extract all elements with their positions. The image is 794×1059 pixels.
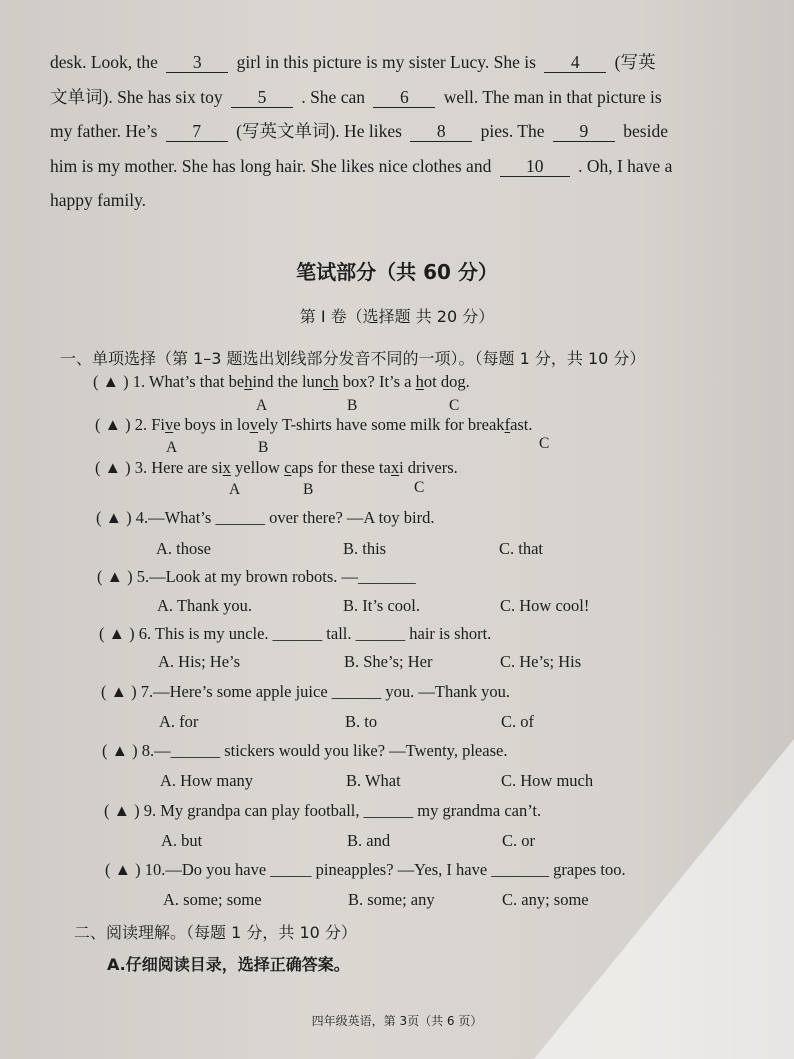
- underlined-letters: x: [222, 458, 231, 477]
- question-text: e boys in lo: [173, 415, 250, 434]
- passage-line-2: [50, 80, 750, 115]
- question-2: [95, 415, 533, 435]
- options-7: [0, 712, 794, 734]
- option-c: C. of: [501, 712, 534, 731]
- options-9: [0, 831, 794, 853]
- answer-mark: ( ▲ ): [102, 741, 138, 760]
- passage-text: (写英: [614, 52, 656, 72]
- passage-text: my father. He’s: [50, 121, 158, 141]
- passage-text: . She can: [301, 86, 365, 107]
- choice-label-b: B: [303, 481, 314, 498]
- choice-label-a: A: [256, 397, 268, 414]
- part2-a-instruction: A.仔细阅读目录，选择正确答案。: [107, 955, 350, 974]
- choice-label-a: A: [229, 481, 241, 498]
- option-c: C. How cool!: [500, 596, 590, 615]
- question-text: box? It’s a: [338, 372, 416, 391]
- question-text: 2. Fi: [134, 415, 165, 434]
- answer-mark: ( ▲ ): [101, 682, 137, 701]
- choice-label-c: C: [414, 479, 425, 496]
- question-text: i drivers.: [399, 458, 458, 477]
- option-a: A. How many: [160, 771, 254, 790]
- question-5: [97, 567, 416, 587]
- passage-text: desk. Look, the: [50, 52, 158, 72]
- option-a: A. those: [156, 539, 211, 558]
- question-text: ely T-shirts have some milk for break: [258, 415, 505, 434]
- question-8: [102, 741, 507, 761]
- option-c: C. any; some: [502, 890, 589, 909]
- question-text: ot dog.: [423, 372, 470, 391]
- options-6: [0, 652, 794, 674]
- underlined-letters: h: [415, 372, 424, 391]
- passage-text: beside: [623, 121, 668, 141]
- option-b: B. some; any: [348, 890, 435, 909]
- underlined-letters: ch: [323, 372, 339, 391]
- question-9: [104, 801, 541, 821]
- blank-5: 5: [231, 87, 293, 108]
- passage-text: . Oh, I have a: [578, 155, 673, 176]
- blank-9: 9: [553, 121, 615, 142]
- blank-7: 7: [166, 121, 228, 142]
- answer-mark: ( ▲ ): [99, 624, 135, 643]
- question-text: 7.—Here’s some apple juice ______ you. —Thank you.: [140, 682, 511, 701]
- underlined-letters: v: [249, 415, 259, 434]
- option-b: B. and: [347, 831, 391, 850]
- underlined-letters: f: [504, 415, 511, 434]
- passage-text: girl in this picture is my sister Lucy. She is: [236, 52, 536, 72]
- question-text: 9. My grandpa can play football, ______ my grandma can’t.: [143, 801, 542, 820]
- option-a: A. His; He’s: [158, 652, 241, 671]
- options-4: [0, 539, 794, 561]
- answer-mark: ( ▲ ): [104, 801, 140, 820]
- question-text: yellow: [230, 458, 285, 477]
- question-text: 5.—Look at my brown robots. —_______: [136, 567, 416, 586]
- options-10: [0, 890, 794, 912]
- answer-mark: ( ▲ ): [93, 372, 129, 391]
- option-b: B. She’s; Her: [344, 652, 433, 671]
- answer-mark: ( ▲ ): [105, 860, 141, 879]
- page-footer: 四年级英语，第 3页（共 6 页）: [311, 1014, 483, 1028]
- question-text: ast.: [510, 415, 533, 434]
- question-text: 1. What’s that be: [132, 372, 245, 391]
- question-text: 8.—______ stickers would you like? —Twenty, please.: [141, 741, 508, 760]
- question-text: 10.—Do you have _____ pineapples? —Yes, I have _______ grapes too.: [144, 860, 626, 879]
- passage-text: 文单词). She has six toy: [50, 86, 223, 107]
- choice-label-b: B: [347, 397, 358, 414]
- option-b: B. It’s cool.: [343, 596, 420, 615]
- passage-text: him is my mother. She has long hair. She likes nice clothes and: [50, 155, 492, 176]
- answer-mark: ( ▲ ): [95, 415, 131, 434]
- part1-heading: 一、单项选择（第 1–3 题选出划线部分发音不同的一项）。（每题 1 分，共 10 分）: [60, 349, 646, 368]
- blank-6: 6: [373, 87, 435, 108]
- blank-8: 8: [410, 121, 472, 142]
- underlined-letters: h: [244, 372, 253, 391]
- cloze-passage: [50, 45, 750, 218]
- question-text: 4.—What’s ______ over there? —A toy bird.: [135, 508, 435, 527]
- passage-line-4: [50, 149, 750, 184]
- question-text: ind the lun: [252, 372, 324, 391]
- passage-line-5: happy family.: [50, 190, 147, 210]
- option-c: C. that: [499, 539, 543, 558]
- passage-text: (写英文单词). He likes: [236, 121, 402, 141]
- blank-4: 4: [544, 52, 606, 73]
- option-a: A. Thank you.: [157, 596, 253, 615]
- question-10: [105, 860, 626, 880]
- blank-10: 10: [500, 156, 570, 177]
- sub-title: 第 I 卷（选择题 共 20 分）: [299, 307, 495, 326]
- question-7: [101, 682, 510, 702]
- answer-mark: ( ▲ ): [96, 508, 132, 527]
- part2-heading: 二、阅读理解。（每题 1 分，共 10 分）: [74, 923, 357, 942]
- option-b: B. to: [345, 712, 378, 731]
- choice-label-c: C: [539, 435, 550, 452]
- option-b: B. What: [346, 771, 401, 790]
- passage-text: well. The man in that picture is: [443, 86, 662, 107]
- question-1: [93, 372, 470, 392]
- question-text: 3. Here are si: [134, 458, 223, 477]
- options-8: [0, 771, 794, 793]
- underlined-letters: x: [390, 458, 400, 477]
- underlined-letters: c: [284, 458, 292, 477]
- question-text: 6. This is my uncle. ______ tall. ______ hair is short.: [138, 624, 492, 643]
- option-a: A. for: [159, 712, 199, 731]
- answer-mark: ( ▲ ): [97, 567, 133, 586]
- blank-3: 3: [166, 52, 228, 73]
- options-5: [0, 596, 794, 618]
- section-title: 笔试部分（共 60 分）: [296, 260, 498, 284]
- option-c: C. He’s; His: [500, 652, 582, 671]
- option-c: C. or: [502, 831, 535, 850]
- passage-text: pies. The: [480, 121, 545, 141]
- question-6: [99, 624, 491, 644]
- option-a: A. but: [161, 831, 203, 850]
- question-text: aps for these ta: [291, 458, 391, 477]
- passage-line-1: [50, 45, 750, 80]
- choice-label-c: C: [449, 397, 460, 414]
- underlined-letters: v: [164, 415, 174, 434]
- option-c: C. How much: [501, 771, 594, 790]
- question-4: [96, 508, 434, 528]
- passage-line-3: [50, 114, 750, 149]
- answer-mark: ( ▲ ): [95, 458, 131, 477]
- question-3: [95, 458, 458, 478]
- option-b: B. this: [343, 539, 387, 558]
- option-a: A. some; some: [163, 890, 262, 909]
- choice-label-b: B: [258, 439, 269, 456]
- choice-label-a: A: [166, 439, 178, 456]
